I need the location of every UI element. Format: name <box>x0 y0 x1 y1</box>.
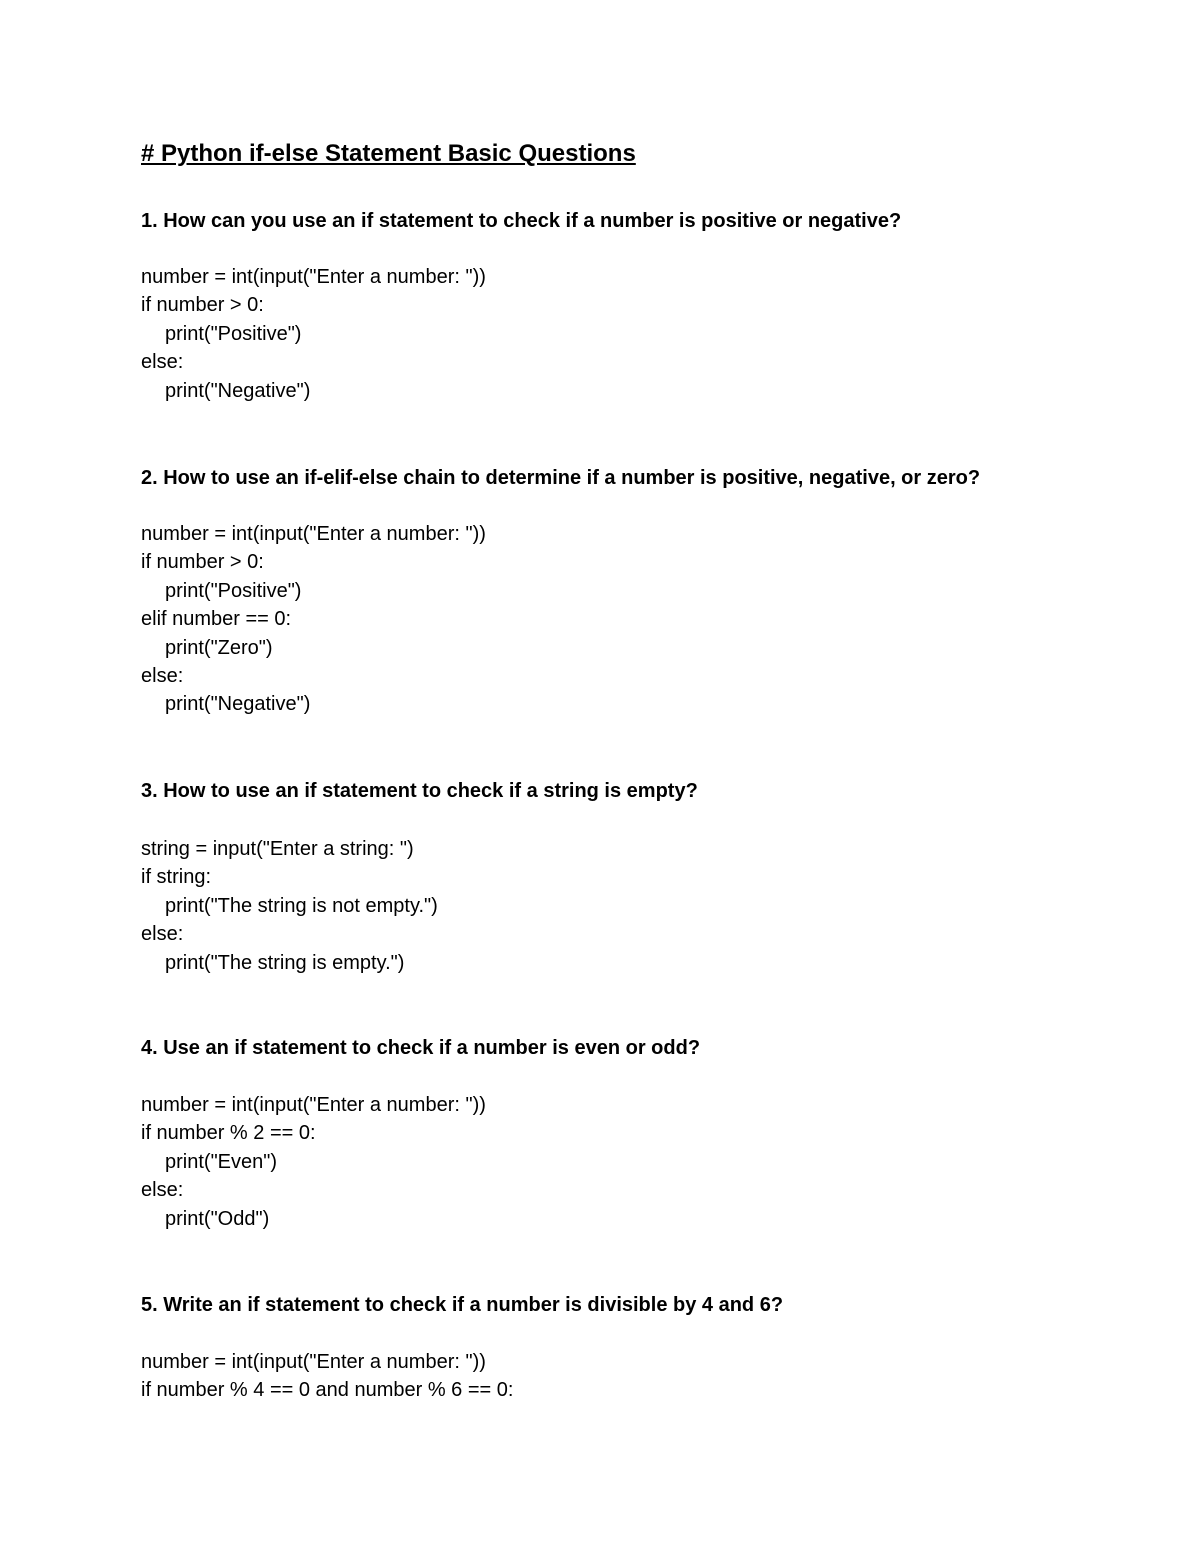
code-line: print("Positive") <box>165 322 302 345</box>
question-1-heading: 1. How can you use an if statement to check if a number is positive or negative? <box>141 210 902 232</box>
document-title: # Python if-else Statement Basic Questions <box>141 140 636 167</box>
code-line: number = int(input("Enter a number: ")) <box>141 1094 486 1116</box>
code-line: number = int(input("Enter a number: ")) <box>141 266 486 288</box>
question-4-heading: 4. Use an if statement to check if a number is even or odd? <box>141 1037 701 1059</box>
question-4-code <box>141 1091 486 1233</box>
code-line: else: <box>141 351 184 374</box>
question-2-heading: 2. How to use an if-elif-else chain to determine if a number is positive, negative, or zero? <box>141 467 981 489</box>
question-3-code <box>141 835 438 977</box>
code-line: else: <box>141 664 184 687</box>
question-3-heading: 3. How to use an if statement to check if a string is empty? <box>141 780 698 802</box>
code-line: number = int(input("Enter a number: ")) <box>141 1351 486 1373</box>
question-1-code <box>141 263 486 405</box>
code-line: else: <box>141 1179 184 1202</box>
code-line: print("Negative") <box>165 379 311 402</box>
code-line: if number > 0: <box>141 551 264 574</box>
code-line: if number > 0: <box>141 294 264 317</box>
code-line: else: <box>141 923 184 946</box>
code-line: string = input("Enter a string: ") <box>141 838 414 860</box>
question-5-code <box>141 1348 513 1405</box>
question-5-heading: 5. Write an if statement to check if a number is divisible by 4 and 6? <box>141 1294 784 1316</box>
question-2-code <box>141 520 486 719</box>
code-line: number = int(input("Enter a number: ")) <box>141 523 486 545</box>
code-line: print("Odd") <box>165 1207 270 1230</box>
code-line: if number % 4 == 0 and number % 6 == 0: <box>141 1379 514 1402</box>
code-line: if string: <box>141 866 212 889</box>
code-line: print("Zero") <box>165 636 273 659</box>
code-line: print("Positive") <box>165 579 302 602</box>
code-line: print("The string is not empty.") <box>165 894 438 917</box>
code-line: if number % 2 == 0: <box>141 1122 316 1145</box>
code-line: print("Negative") <box>165 693 311 716</box>
code-line: elif number == 0: <box>141 608 292 631</box>
code-line: print("Even") <box>165 1150 278 1173</box>
code-line: print("The string is empty.") <box>165 951 405 974</box>
